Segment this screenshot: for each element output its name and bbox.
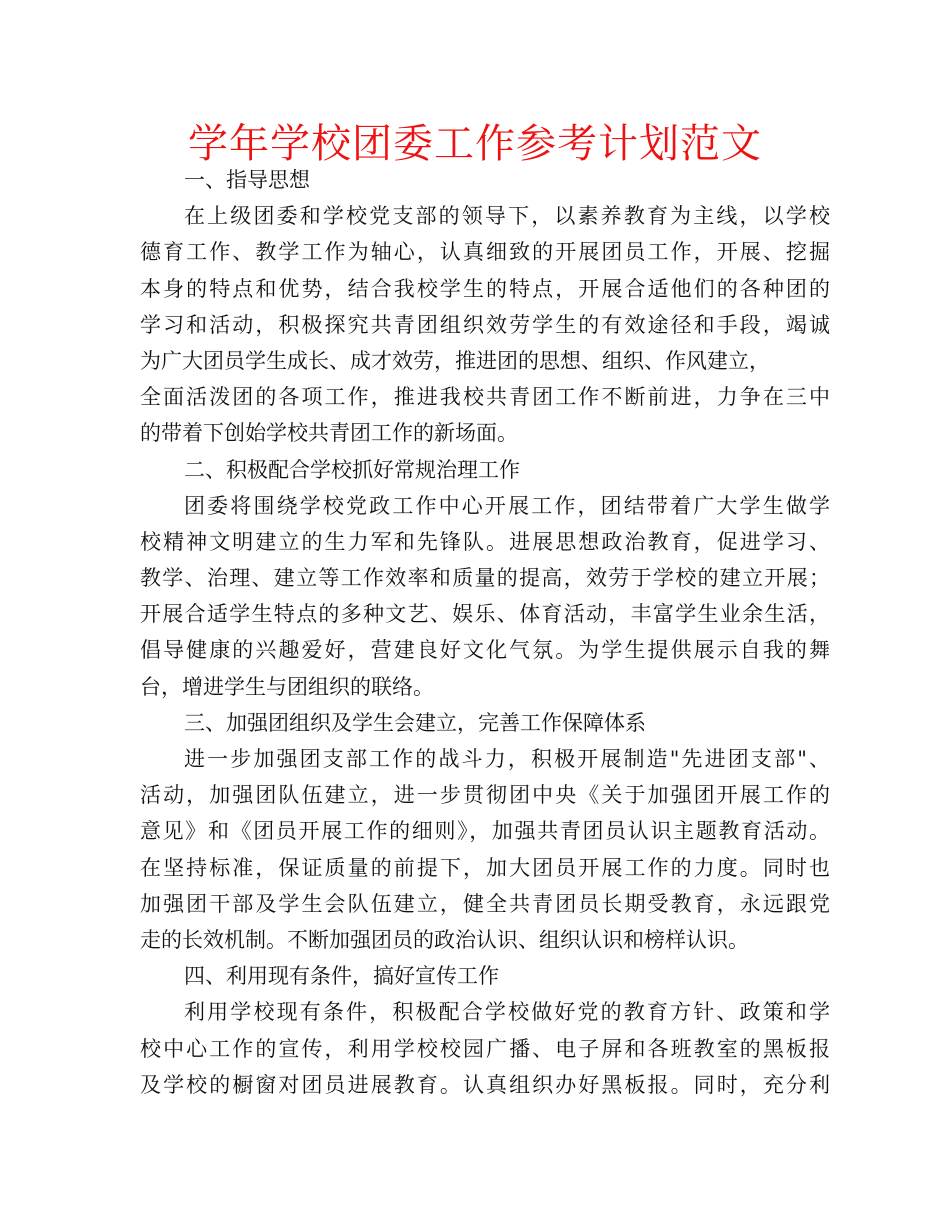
text-line: 在坚持标准，保证质量的前提下，加大团员开展工作的力度。同时也	[140, 855, 830, 880]
text-line: 四、利用现有条件，搞好宣传工作	[184, 964, 499, 989]
text-line: 团委将围绕学校党政工作中心开展工作，团结带着广大学生做学	[184, 493, 830, 518]
text-line: 一、指导思想	[184, 168, 310, 192]
text-line: 二、积极配合学校抓好常规治理工作	[184, 457, 520, 482]
text-line: 及学校的橱窗对团员进展教育。认真组织办好黑板报。同时，充分利	[140, 1072, 830, 1097]
text-line: 利用学校现有条件，积极配合学校做好党的教育方针、政策和学	[184, 1000, 830, 1025]
text-line: 全面活泼团的各项工作，推进我校共青团工作不断前进，力争在三中	[140, 385, 830, 410]
document-body	[140, 162, 830, 1103]
text-line: 为广大团员学生成长、成才效劳，推进团的思想、组织、作风建立，	[140, 348, 770, 373]
text-line: 活动，加强团队伍建立，进一步贯彻团中央《关于加强团开展工作的	[140, 783, 830, 808]
text-line: 加强团干部及学生会队伍建立，健全共青团员长期受教育，永远跟党	[140, 891, 830, 916]
text-line: 意见》和《团员开展工作的细则》，加强共青团员认识主题教育活动。	[140, 819, 830, 844]
text-line: 学习和活动，积极探究共青团组织效劳学生的有效途径和手段，竭诚	[140, 312, 830, 337]
text-line: 台，增进学生与团组织的联络。	[140, 674, 434, 699]
text-line: 校中心工作的宣传，利用学校校园广播、电子屏和各班教室的黑板报	[140, 1036, 830, 1061]
text-line: 三、加强团组织及学生会建立，完善工作保障体系	[184, 710, 646, 735]
text-line: 走的长效机制。不断加强团员的政治认识、组织认识和榜样认识。	[140, 927, 749, 952]
text-line: 本身的特点和优势，结合我校学生的特点，开展合适他们的各种团的	[140, 276, 830, 301]
text-line: 倡导健康的兴趣爱好，营建良好文化气氛。为学生提供展示自我的舞	[140, 638, 830, 663]
text-line: 进一步加强团支部工作的战斗力，积极开展制造"先进团支部"、	[184, 747, 830, 771]
text-line: 德育工作、教学工作为轴心，认真细致的开展团员工作，开展、挖掘	[140, 240, 830, 265]
text-line: 在上级团委和学校党支部的领导下，以素养教育为主线，以学校	[184, 204, 830, 229]
text-line: 教学、治理、建立等工作效率和质量的提高，效劳于学校的建立开展；	[140, 566, 830, 591]
text-line: 校精神文明建立的生力军和先锋队。进展思想政治教育，促进学习、	[140, 529, 830, 554]
text-line: 开展合适学生特点的多种文艺、娱乐、体育活动，丰富学生业余生活，	[140, 602, 830, 627]
text-line: 的带着下创始学校共青团工作的新场面。	[140, 421, 518, 446]
document-title: 学年学校团委工作参考计划范文	[188, 121, 762, 167]
